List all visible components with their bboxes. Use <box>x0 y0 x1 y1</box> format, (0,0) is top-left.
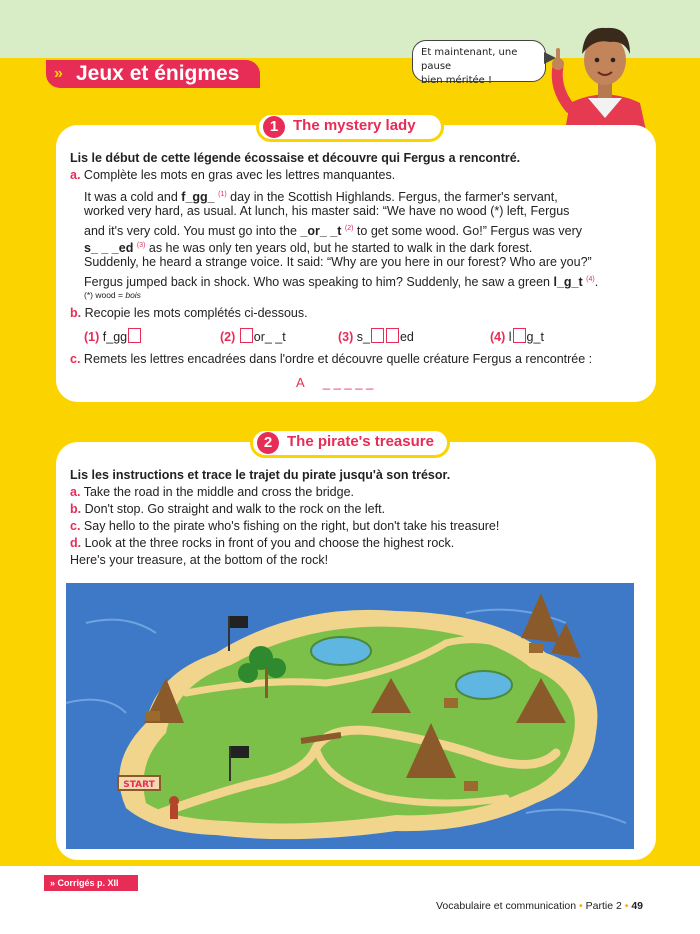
bubble-line-2: bien méritée ! <box>421 75 492 86</box>
exercise-2-title: The pirate's treasure <box>287 433 434 450</box>
footer-part: Partie 2 <box>585 900 622 912</box>
instruction-c: c. Say hello to the pirate who's fishing on the right, but don't take his treasure! <box>70 519 500 533</box>
exercise-1-header <box>256 112 444 142</box>
story-line-4: s_ _ _ed $^{(3)}$ as he was only ten years old, but he started to walk in the dark forest. <box>84 241 533 256</box>
story-line-6: Fergus jumped back in shock. Who was speaking to him? Suddenly, he saw a green l_g_t $^{(4)}$. <box>84 275 599 290</box>
letter-box[interactable] <box>386 328 399 343</box>
missing-word-3: s_ _ _ed <box>84 241 134 256</box>
letter-box[interactable] <box>513 328 526 343</box>
map-start-label: START <box>123 780 155 790</box>
corriges-link[interactable]: » Corrigés p. XII <box>44 875 138 891</box>
instruction-a: a. Take the road in the middle and cross the bridge. <box>70 485 354 499</box>
instruction-d: d. Look at the three rocks in front of you and choose the highest rock. <box>70 536 455 550</box>
story-line-3: and it's very cold. You must go into the _or_ _t $^{(2)}$ to get some wood. Go!” Fergus was very <box>84 224 583 239</box>
story-line-1: It was a cold and f_gg_ $^{(1)}$ day in the Scottish Highlands. Fergus, the farmer's servant, <box>84 190 558 205</box>
instruction-b: b. Don't stop. Go straight and walk to the rock on the left. <box>70 502 386 516</box>
answer-word-4: (4) l g_t <box>490 330 544 344</box>
letter-box[interactable] <box>240 328 253 343</box>
double-chevron-icon: » <box>54 65 63 82</box>
creature-answer-line[interactable]: A _ _ _ _ _ <box>296 375 374 390</box>
exercise-1a: a. Complète les mots en gras avec les lettres manquantes. <box>70 168 396 182</box>
page-footer: Vocabulaire et communication • Partie 2 • 49 <box>436 900 644 912</box>
section-title: Jeux et énigmes <box>76 62 240 85</box>
section-title-banner <box>46 60 260 88</box>
instruction-closing: Here's your treasure, at the bottom of the rock! <box>70 553 329 567</box>
story-line-5: Suddenly, he heard a strange voice. It said: “Why are you here in our forest? Who are you?” <box>84 255 592 269</box>
story-line-2: worked very hard, as usual. At lunch, his master said: “We have no wood (*) left, Fergus <box>84 204 570 218</box>
exercise-1c: c. Remets les lettres encadrées dans l'ordre et découvre quelle créature Fergus a rencontrée : <box>70 352 593 366</box>
missing-word-2: _or_ _t <box>300 224 342 239</box>
answer-word-3: (3) s_ ed <box>338 330 414 344</box>
missing-word-1: f_gg_ <box>181 190 215 205</box>
exercise-1-instruction: Lis le début de cette légende écossaise et découvre qui Fergus a rencontré. <box>70 151 521 165</box>
exercise-2-instruction: Lis les instructions et trace le trajet du pirate jusqu'à son trésor. <box>70 468 451 482</box>
exercise-1-title: The mystery lady <box>293 117 416 134</box>
page-number: 49 <box>631 900 644 912</box>
answer-word-2: (2) or_ _t <box>220 330 286 344</box>
exercise-1-number: 1 <box>263 116 285 138</box>
answer-word-1: (1) f_gg <box>84 328 142 346</box>
missing-word-4: l_g_t <box>553 275 583 290</box>
footer-section: Vocabulaire et communication <box>436 900 577 912</box>
letter-box[interactable] <box>371 328 384 343</box>
bubble-line-1: Et maintenant, une pause <box>421 47 518 72</box>
exercise-2-header <box>250 428 450 458</box>
exercise-1b: b. Recopie les mots complétés ci-dessous. <box>70 306 308 320</box>
letter-box[interactable] <box>128 328 141 343</box>
exercise-2-number: 2 <box>257 432 279 454</box>
speech-bubble <box>412 40 546 86</box>
pirate-treasure-map[interactable] <box>66 583 634 849</box>
footnote: (*) wood = bois <box>84 290 141 300</box>
